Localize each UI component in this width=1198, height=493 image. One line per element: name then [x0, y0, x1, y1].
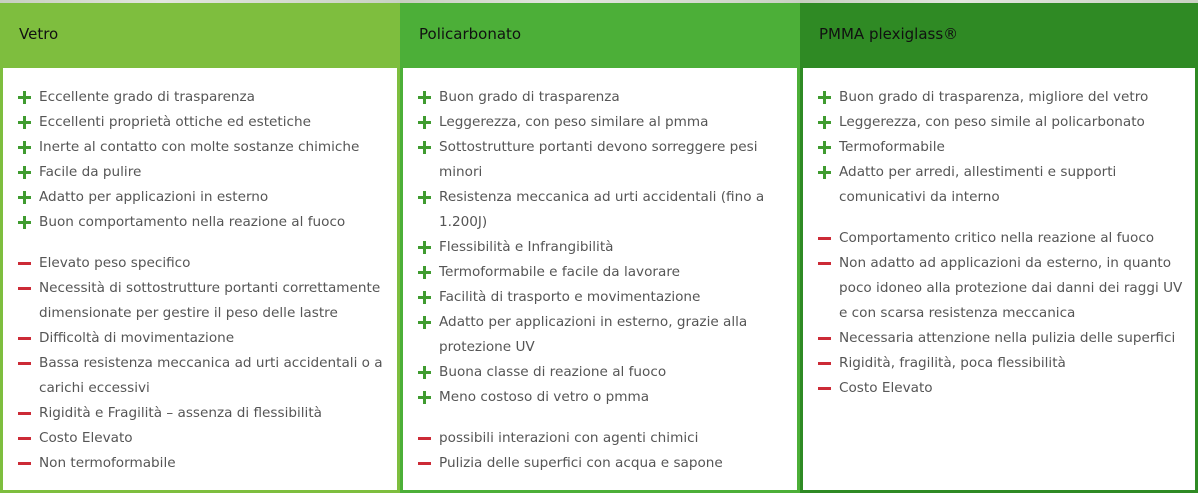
minus-icon [18, 326, 32, 351]
plus-icon [418, 185, 432, 210]
minus-icon [418, 426, 432, 451]
item-text: Rigidità, fragilità, poca flessibilità [839, 355, 1066, 371]
minus-icon [818, 226, 832, 251]
column-body [803, 68, 1195, 490]
item-text: Adatto per applicazioni in esterno, grazie alla protezione UV [439, 314, 748, 355]
column-title: Vetro [19, 25, 59, 43]
plus-icon [818, 85, 832, 110]
con-item [417, 426, 787, 451]
plus-icon [418, 110, 432, 135]
pro-item [17, 110, 387, 135]
item-text: Eccellente grado di trasparenza [39, 89, 256, 105]
con-item [17, 351, 387, 401]
item-text: Buon grado di trasparenza [439, 89, 620, 105]
plus-icon [818, 160, 832, 185]
cons-list [417, 426, 787, 476]
item-text: Termoformabile e facile da lavorare [439, 264, 680, 280]
con-item [17, 326, 387, 351]
pro-item [417, 110, 787, 135]
pro-item [817, 135, 1185, 160]
minus-icon [18, 426, 32, 451]
con-item [17, 251, 387, 276]
plus-icon [18, 185, 32, 210]
pro-item [417, 85, 787, 110]
item-text: Non adatto ad applicazioni da esterno, in quanto poco idoneo alla protezione dai danni dei raggi UV e con scarsa resistenza meccanica [839, 255, 1183, 321]
item-text: possibili interazioni con agenti chimici [439, 430, 699, 446]
pro-item [417, 310, 787, 360]
item-text: Resistenza meccanica ad urti accidentali (fino a 1.200J) [439, 189, 765, 230]
pro-item [17, 160, 387, 185]
item-text: Difficoltà di movimentazione [39, 330, 235, 346]
item-text: Meno costoso di vetro o pmma [439, 389, 650, 405]
minus-icon [818, 376, 832, 401]
item-text: Buona classe di reazione al fuoco [439, 364, 667, 380]
plus-icon [418, 285, 432, 310]
item-text: Pulizia delle superfici con acqua e sapone [439, 455, 723, 471]
pro-item [17, 185, 387, 210]
item-text: Sottostrutture portanti devono sorreggere pesi minori [439, 139, 758, 180]
pro-item [817, 110, 1185, 135]
pro-item [417, 185, 787, 235]
pro-item [817, 85, 1185, 110]
pro-item [817, 160, 1185, 210]
pro-item [417, 235, 787, 260]
plus-icon [418, 360, 432, 385]
plus-icon [418, 135, 432, 160]
column-policarbonato [400, 0, 800, 493]
con-item [417, 451, 787, 476]
pros-list [417, 85, 787, 410]
plus-icon [18, 110, 32, 135]
top-divider [0, 0, 400, 3]
con-item [817, 351, 1185, 376]
plus-icon [418, 235, 432, 260]
minus-icon [18, 451, 32, 476]
pro-item [417, 360, 787, 385]
pro-item [417, 285, 787, 310]
item-text: Non termoformabile [39, 455, 176, 471]
column-pmma [800, 0, 1198, 493]
top-divider [800, 0, 1198, 3]
top-divider [400, 0, 800, 3]
plus-icon [418, 310, 432, 335]
column-body [403, 68, 797, 490]
plus-icon [18, 160, 32, 185]
minus-icon [818, 251, 832, 276]
minus-icon [18, 401, 32, 426]
item-text: Elevato peso specifico [39, 255, 191, 271]
item-text: Facile da pulire [39, 164, 142, 180]
pro-item [17, 210, 387, 235]
con-item [817, 326, 1185, 351]
cons-list [817, 226, 1185, 401]
con-item [17, 276, 387, 326]
column-body [3, 68, 397, 490]
item-text: Inerte al contatto con molte sostanze chimiche [39, 139, 360, 155]
con-item [17, 451, 387, 476]
minus-icon [418, 451, 432, 476]
minus-icon [18, 251, 32, 276]
item-text: Costo Elevato [39, 430, 133, 446]
item-text: Buon comportamento nella reazione al fuoco [39, 214, 346, 230]
minus-icon [18, 351, 32, 376]
item-text: Facilità di trasporto e movimentazione [439, 289, 701, 305]
item-text: Adatto per arredi, allestimenti e supporti comunicativi da interno [839, 164, 1117, 205]
cons-list [17, 251, 387, 476]
column-title: Policarbonato [419, 25, 522, 43]
con-item [17, 401, 387, 426]
pro-item [17, 85, 387, 110]
column-title: PMMA plexiglass® [819, 25, 959, 43]
plus-icon [18, 210, 32, 235]
item-text: Rigidità e Fragilità – assenza di flessibilità [39, 405, 322, 421]
pro-item [417, 385, 787, 410]
con-item [817, 376, 1185, 401]
minus-icon [818, 326, 832, 351]
item-text: Eccellenti proprietà ottiche ed estetiche [39, 114, 311, 130]
item-text: Necessaria attenzione nella pulizia delle superfici [839, 330, 1176, 346]
item-text: Buon grado di trasparenza, migliore del vetro [839, 89, 1149, 105]
minus-icon [18, 276, 32, 301]
con-item [17, 426, 387, 451]
con-item [817, 251, 1185, 326]
pro-item [417, 135, 787, 185]
item-text: Bassa resistenza meccanica ad urti accidentali o a carichi eccessivi [39, 355, 383, 396]
plus-icon [418, 260, 432, 285]
item-text: Comportamento critico nella reazione al fuoco [839, 230, 1155, 246]
plus-icon [418, 385, 432, 410]
pro-item [417, 260, 787, 285]
column-vetro [0, 0, 400, 493]
pros-list [17, 85, 387, 235]
pros-list [817, 85, 1185, 210]
plus-icon [18, 135, 32, 160]
plus-icon [818, 135, 832, 160]
item-text: Termoformabile [839, 139, 945, 155]
item-text: Costo Elevato [839, 380, 933, 396]
pro-item [17, 135, 387, 160]
plus-icon [818, 110, 832, 135]
item-text: Flessibilità e Infrangibilità [439, 239, 614, 255]
plus-icon [418, 85, 432, 110]
item-text: Adatto per applicazioni in esterno [39, 189, 269, 205]
item-text: Necessità di sottostrutture portanti correttamente dimensionate per gestire il peso delle lastre [39, 280, 381, 321]
minus-icon [818, 351, 832, 376]
plus-icon [18, 85, 32, 110]
item-text: Leggerezza, con peso simile al policarbonato [839, 114, 1145, 130]
con-item [817, 226, 1185, 251]
item-text: Leggerezza, con peso similare al pmma [439, 114, 709, 130]
